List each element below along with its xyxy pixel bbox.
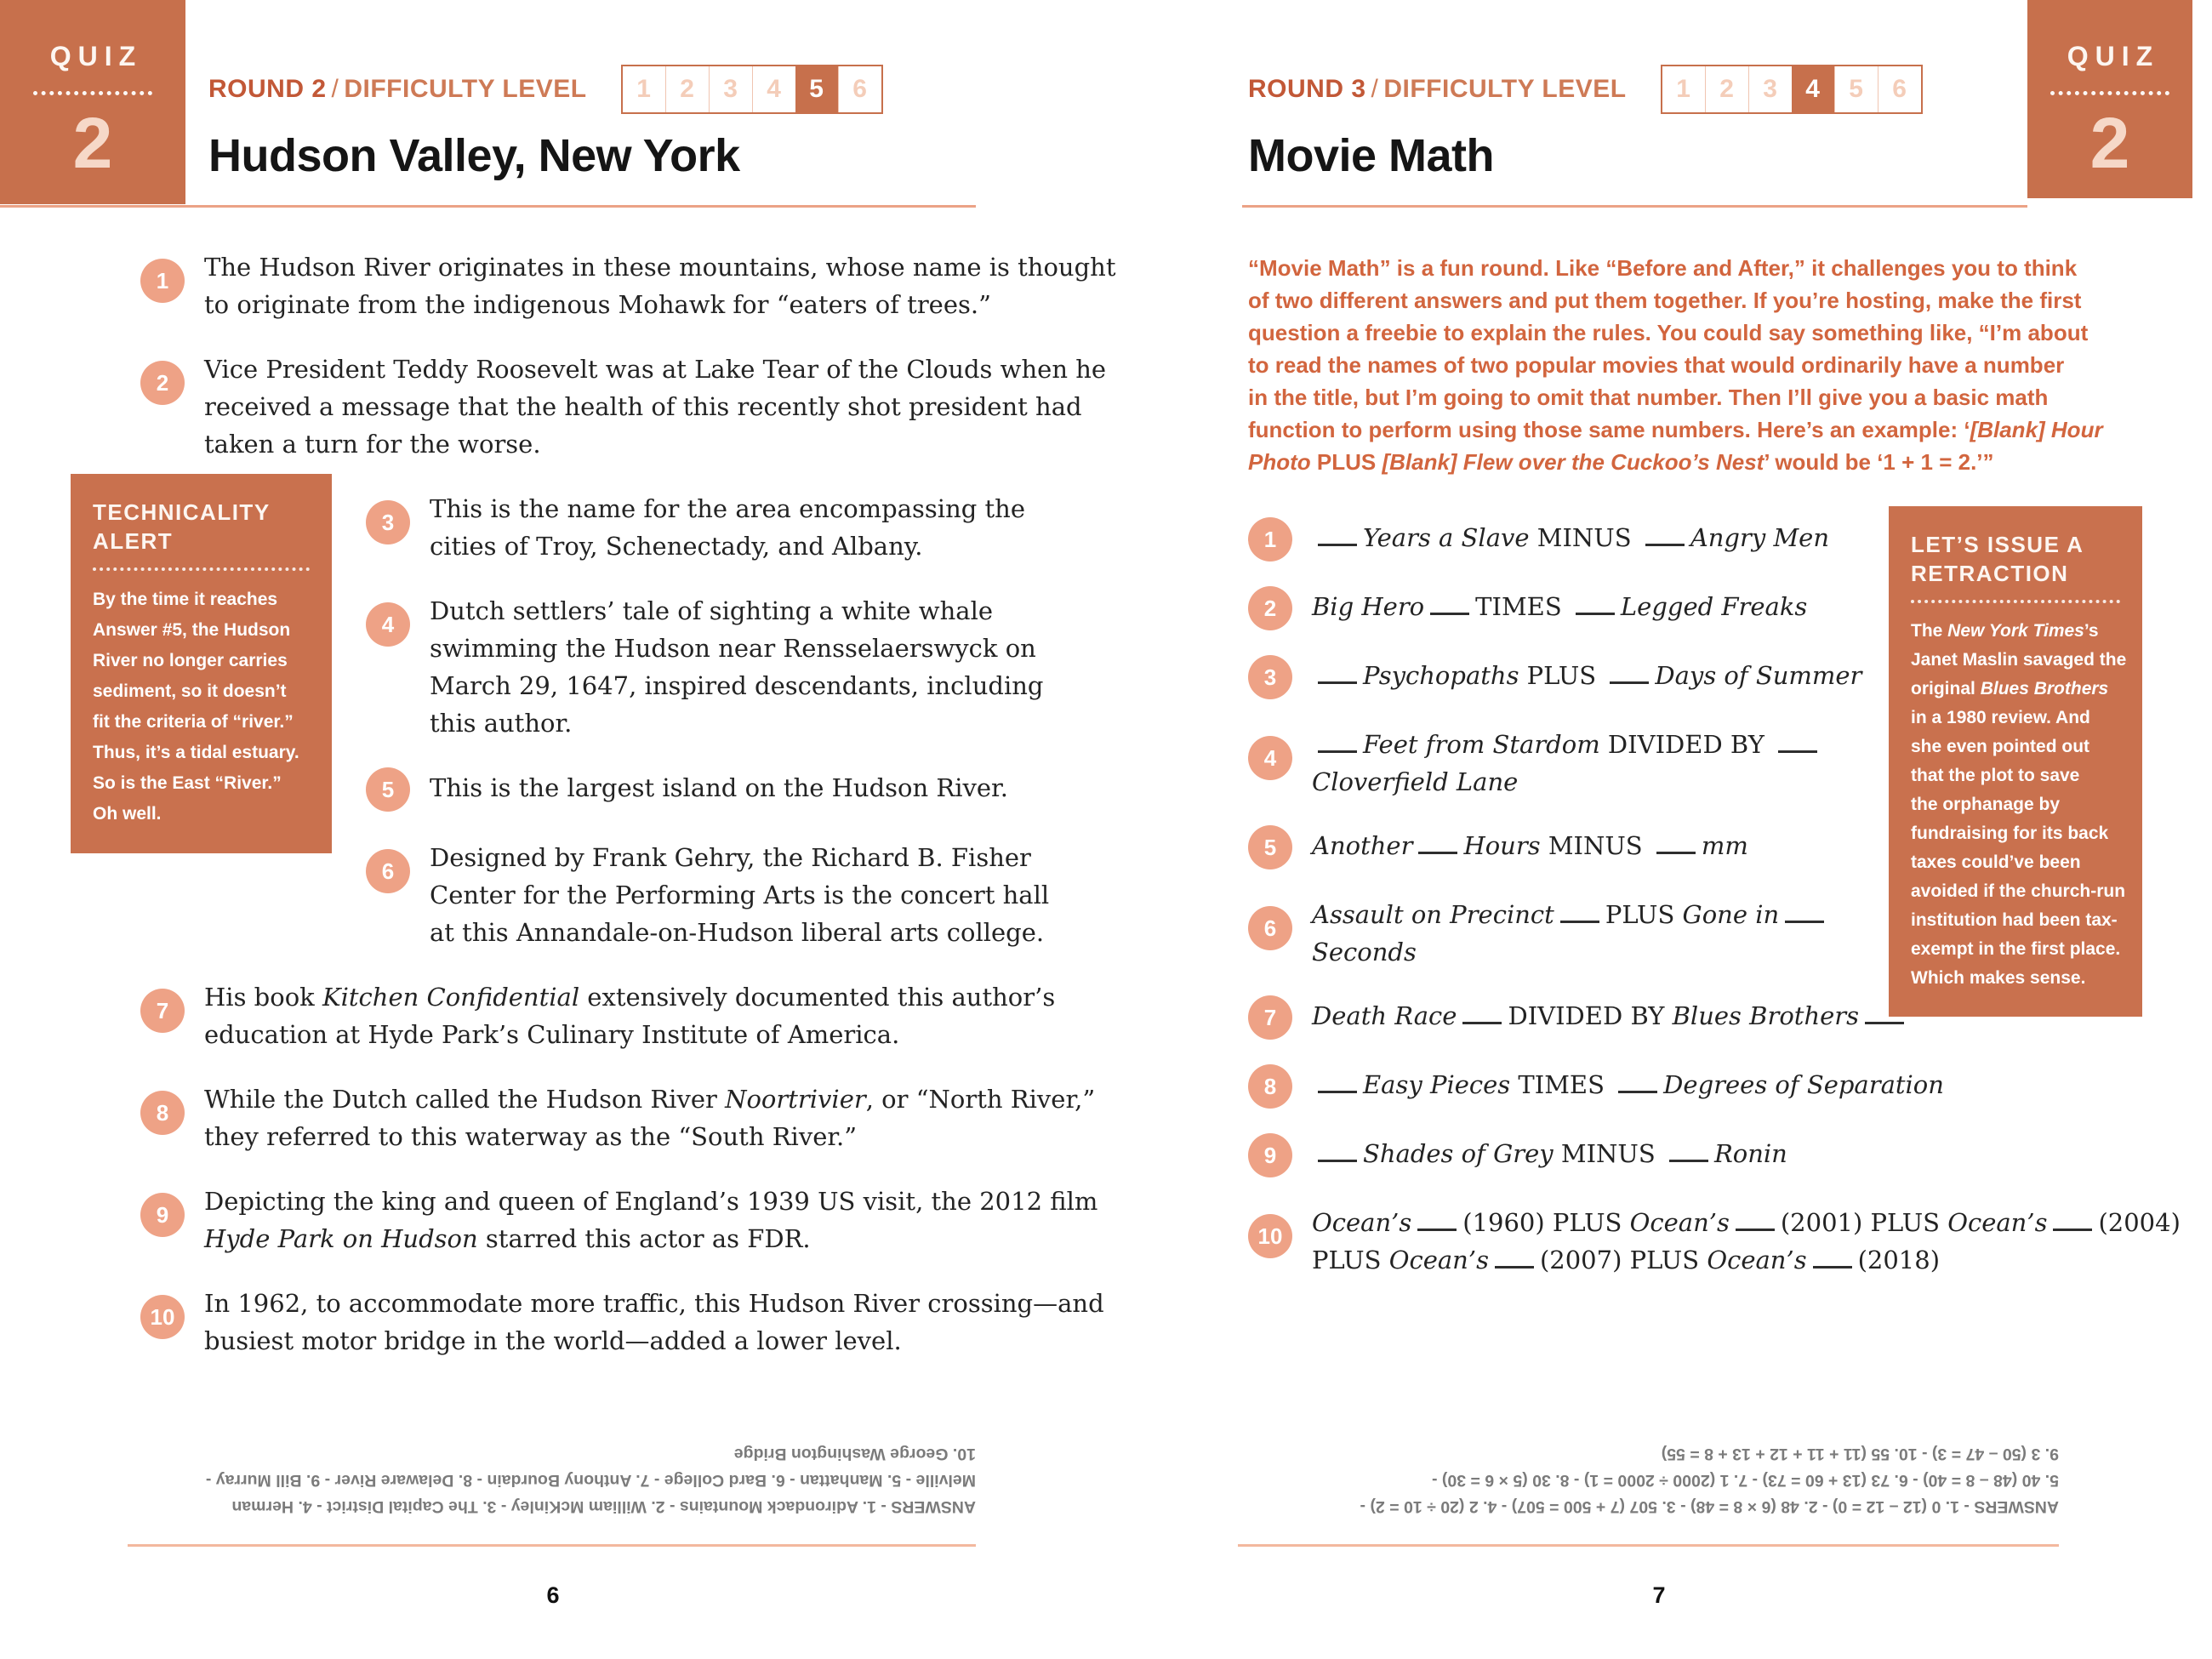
question-text: In 1962, to accommodate more traffic, this Hudson River crossing—and busiest motor bridge in the world—added a lower level. [204, 1289, 1104, 1355]
page-number-left: 6 [546, 1582, 560, 1608]
blank-line [1645, 533, 1685, 546]
question-text: While the Dutch called the Hudson River Noortrivier, or “North River,” they referred to this waterway as the “South River.” [204, 1085, 1096, 1151]
round-number-label: ROUND 3 [1248, 75, 1366, 103]
question-row-1 [1248, 519, 2107, 562]
difficulty-cell-3: 3 [709, 66, 752, 112]
difficulty-level-indicator-left [621, 65, 883, 114]
question-text: Psychopaths PLUS Days of Summer [1312, 657, 1861, 694]
difficulty-cell-1: 1 [623, 66, 665, 112]
question-row-3 [1248, 657, 2107, 699]
question-list-left [140, 248, 1116, 1387]
separator: / [1371, 75, 1379, 103]
question-row-2 [140, 351, 1107, 463]
retraction-box-body: The New York Times’s Janet Maslin savaged the original Blues Brothers in a 1980 review. And she even pointed out that the plot to save the orphanage by fundraising for its back taxes could’ve been avoided if the church-run institution had been tax- exempt in the first place. Which makes sense. [1911, 621, 2127, 988]
question-row-6 [1248, 896, 2107, 971]
round-number-label: ROUND 2 [208, 75, 327, 103]
question-text: His book Kitchen Confidential extensively documented this author’s education at Hyde Park’s Culinary Institute of America. [204, 983, 1056, 1049]
question-text: Years a Slave MINUS Angry Men [1312, 519, 1829, 556]
question-number-badge: 9 [1248, 1133, 1292, 1177]
question-number-badge: 4 [1248, 736, 1292, 780]
quiz-tab-label: QUIZ [49, 41, 143, 71]
question-row-8 [1248, 1066, 2107, 1109]
difficulty-cell-1: 1 [1662, 66, 1705, 112]
question-number-badge: 2 [1248, 586, 1292, 630]
difficulty-cell-3: 3 [1748, 66, 1792, 112]
question-row-9 [1248, 1135, 2107, 1177]
question-number-badge: 8 [140, 1091, 185, 1135]
footer-rule [128, 1544, 976, 1547]
question-number-badge: 6 [1248, 906, 1292, 950]
answers-upside-down-left: ANSWERS - 1. Adirondack Mountains - 2. William McKinley - 3. The Capital District - 4. Herman Melville - 5. Manhattan - 6. Bard College - 7. Anthony Bourdain - 8. Delaware River - 9. Bill Murray - 10. George Washington Bridge [205, 1445, 976, 1516]
question-text: This is the name for the area encompassing the cities of Troy, Schenectady, and Albany. [430, 494, 1026, 561]
blank-line [1430, 602, 1469, 615]
difficulty-cell-4: 4 [752, 66, 795, 112]
question-text: Shades of Grey MINUS Ronin [1312, 1135, 1787, 1172]
question-row-6 [366, 839, 1050, 951]
blank-line [1560, 910, 1599, 923]
question-number-badge: 5 [1248, 825, 1292, 869]
blank-line [1669, 1149, 1708, 1162]
question-row-7 [1248, 997, 2107, 1040]
question-row-5 [366, 769, 1008, 812]
question-text: This is the largest island on the Hudson River. [430, 773, 1008, 802]
difficulty-cell-2: 2 [665, 66, 709, 112]
question-text: Depicting the king and queen of England’s 1939 US visit, the 2012 film Hyde Park on Hudson starred this actor as FDR. [204, 1187, 1098, 1253]
difficulty-cell-6: 6 [838, 66, 881, 112]
question-number-badge: 10 [140, 1295, 185, 1339]
difficulty-cell-6: 6 [1878, 66, 1921, 112]
difficulty-cell-2: 2 [1705, 66, 1748, 112]
blank-line [1318, 533, 1357, 546]
question-list-right [1248, 519, 2181, 1305]
question-row-1 [140, 248, 1116, 323]
question-number-badge: 1 [140, 259, 185, 303]
question-text: Big Hero TIMES Legged Freaks [1312, 592, 1808, 621]
blank-line [1495, 1256, 1534, 1268]
quiz-tab-left [0, 0, 185, 204]
quiz-tab-number: 2 [72, 103, 113, 183]
question-text: Dutch settlers’ tale of sighting a white whale swimming the Hudson near Rensselaerswyck on March 29, 1647, inspired descendants, including this author. [430, 596, 1044, 738]
round-header-left [208, 65, 883, 114]
blank-line [1318, 740, 1357, 753]
question-text: Assault on Precinct PLUS Gone in Seconds [1312, 896, 1830, 971]
blank-line [1813, 1256, 1852, 1268]
question-text: Another Hours MINUS mm [1312, 831, 1748, 860]
blank-line [1417, 1218, 1457, 1231]
dotted-divider [2050, 91, 2169, 95]
question-row-8 [140, 1080, 1096, 1155]
blank-line [1736, 1218, 1775, 1231]
blank-line [1462, 1012, 1502, 1024]
quiz-tab-number: 2 [2089, 103, 2130, 183]
difficulty-cell-5: 5 [1834, 66, 1878, 112]
blank-line [1778, 740, 1817, 753]
round-header-right [1248, 65, 1923, 114]
question-text: Feet from Stardom DIVIDED BY Cloverfield Lane [1312, 726, 1823, 801]
blank-line [1576, 602, 1615, 615]
question-number-badge: 7 [1248, 995, 1292, 1040]
question-number-badge: 6 [366, 849, 410, 893]
question-number-badge: 4 [366, 602, 410, 647]
blank-line [1418, 841, 1457, 854]
alert-box-body: By the time it reaches Answer #5, the Hudson River no longer carries sediment, so it doesn’t fit the criteria of “river.” Thus, it’s a tidal estuary. So is the East “River.” Oh well. [93, 590, 299, 824]
quiz-tab-right [2027, 0, 2192, 198]
round-label [1248, 75, 1627, 104]
question-number-badge: 10 [1248, 1214, 1292, 1258]
blank-line [1610, 671, 1649, 684]
difficulty-cell-5: 5 [795, 66, 838, 112]
dotted-divider [33, 91, 152, 95]
question-number-badge: 3 [366, 500, 410, 544]
question-number-badge: 1 [1248, 517, 1292, 562]
header-rule [0, 205, 976, 208]
page-title-right: Movie Math [1248, 130, 1495, 181]
difficulty-cell-4: 4 [1792, 66, 1834, 112]
page-right [1106, 0, 2212, 1659]
alert-box-title: TECHNICALITY ALERT [93, 499, 271, 554]
blank-line [2053, 1218, 2092, 1231]
question-number-badge: 8 [1248, 1064, 1292, 1109]
answers-upside-down-right: ANSWERS - 1. 0 (12 – 12 = 0) - 2. 48 (6 × 8 = 48) - 3. 507 (7 + 500 = 507) - 4. 2 (20 ÷ 10 = 2) - 5. 40 (48 – 8 = 40) - 6. 73 (13 + 60 = 73) - 7. 1 (2000 ÷ 2000 = 1) - 8. 30 (5 × 6 = 30) - 9. 3 (50 – 47 = 3) - 10. 55 (11 + 11 + 12 + 13 + 8 = 55) [1360, 1445, 2059, 1516]
question-number-badge: 7 [140, 989, 185, 1033]
blank-line [1618, 1080, 1657, 1093]
question-row-10 [140, 1285, 1104, 1360]
question-row-4 [366, 592, 1044, 742]
quiz-tab-label: QUIZ [2067, 41, 2160, 71]
round-label [208, 75, 587, 104]
question-number-badge: 5 [366, 767, 410, 812]
difficulty-label: DIFFICULTY LEVEL [344, 75, 587, 103]
footer-rule [1238, 1544, 2059, 1547]
question-text: Easy Pieces TIMES Degrees of Separation [1312, 1066, 1944, 1103]
retraction-box-title: LET’S ISSUE A RETRACTION [1911, 532, 2084, 586]
separator: / [331, 75, 339, 103]
question-number-badge: 9 [140, 1193, 185, 1237]
question-number-badge: 2 [140, 361, 185, 405]
page-title-left: Hudson Valley, New York [208, 130, 740, 181]
blank-line [1318, 671, 1357, 684]
blank-line [1318, 1080, 1357, 1093]
question-text: Ocean’s (1960) PLUS Ocean’s (2001) PLUS Ocean’s (2004) PLUS Ocean’s (2007) PLUS Ocean’s (2018) [1312, 1208, 2181, 1274]
question-row-7 [140, 978, 1056, 1053]
question-row-9 [140, 1183, 1098, 1257]
question-text: Designed by Frank Gehry, the Richard B. Fisher Center for the Performing Arts is the concert hall at this Annandale-on-Hudson liberal arts college. [430, 843, 1050, 947]
blank-line [1656, 841, 1696, 854]
difficulty-level-indicator-right [1661, 65, 1923, 114]
difficulty-label: DIFFICULTY LEVEL [1383, 75, 1627, 103]
question-text: Death Race DIVIDED BY Blues Brothers [1312, 997, 1910, 1035]
blank-line [1865, 1012, 1904, 1024]
question-text: Vice President Teddy Roosevelt was at Lake Tear of the Clouds when he received a message that the health of this recently shot president had taken a turn for the worse. [204, 355, 1107, 459]
question-row-3 [366, 490, 1026, 565]
question-row-5 [1248, 827, 2107, 869]
header-rule [1242, 205, 2027, 208]
question-row-4 [1248, 726, 2107, 801]
question-number-badge: 3 [1248, 655, 1292, 699]
blank-line [1318, 1149, 1357, 1162]
page-number-right: 7 [1652, 1582, 1666, 1608]
blank-line [1785, 910, 1824, 923]
round-intro-paragraph: “Movie Math” is a fun round. Like “Before and After,” it challenges you to think of two different answers and put them together. If you’re hosting, make the first question a freebie to explain the rules. You could say something like, “I’m about to read the names of two popular movies that would ordinarily have a number in the title, but I’m going to omit that number. Then I’ll give you a basic math function to perform using those same numbers. Here’s an example: ‘[Blank] Hour Photo PLUS [Blank] Flew over the Cuckoo’s Nest’ would be ‘1 + 1 = 2.’” [1248, 255, 2103, 475]
question-row-10 [1248, 1204, 2181, 1279]
question-row-2 [1248, 588, 2107, 630]
question-text: The Hudson River originates in these mountains, whose name is thought to originate from the indigenous Mohawk for “eaters of trees.” [204, 253, 1116, 319]
